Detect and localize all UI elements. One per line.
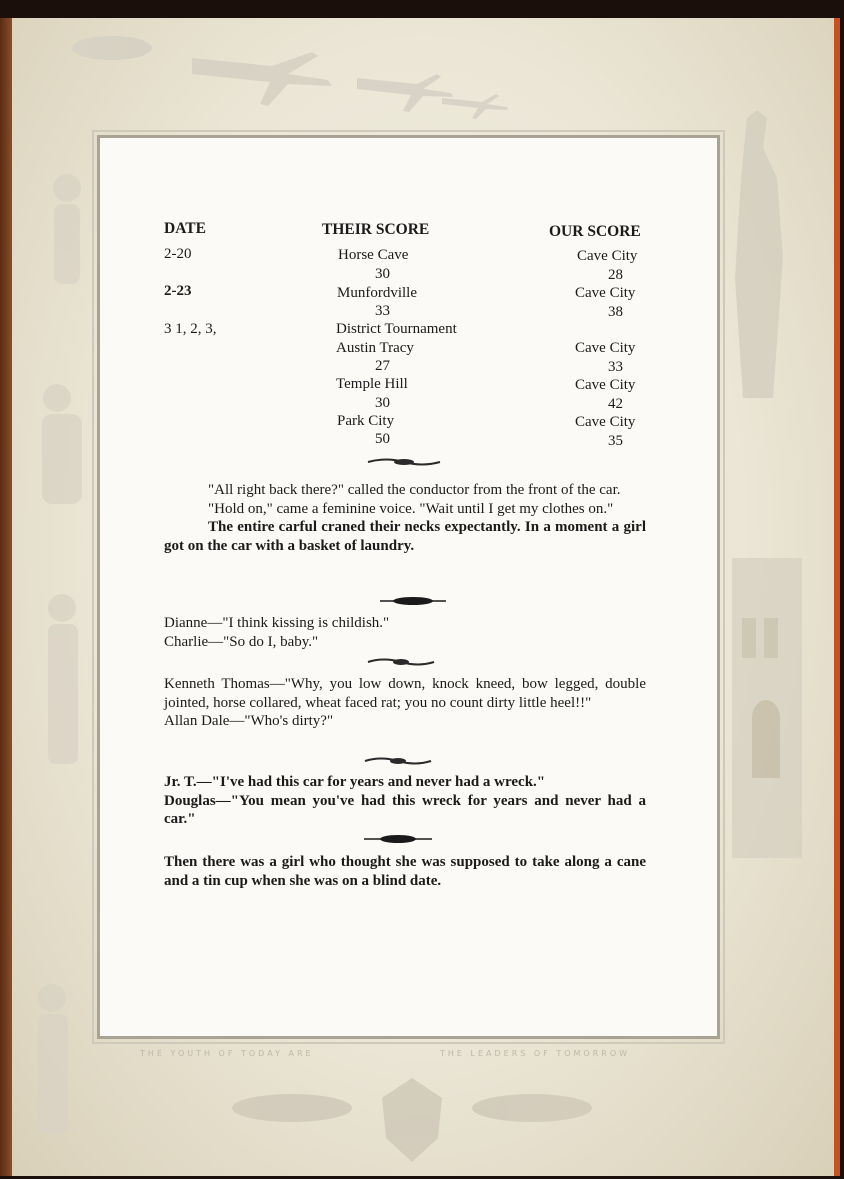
ornament-divider <box>366 457 442 467</box>
row-date: 2-20 <box>164 246 192 262</box>
airplane-icon <box>72 36 508 119</box>
row-date: 2-23 <box>164 283 192 299</box>
footer-right-text: THE LEADERS OF TOMORROW <box>440 1049 631 1058</box>
row-our-score: 33 <box>608 359 623 375</box>
footer-left-text: THE YOUTH OF TODAY ARE <box>140 1049 314 1058</box>
joke-line: Jr. T.—"I've had this car for years and never had a wreck." <box>164 774 546 790</box>
row-us: Cave City <box>575 340 636 356</box>
header-their-score: THEIR SCORE <box>322 221 430 238</box>
joke-line: Dianne—"I think kissing is childish." <box>164 615 390 631</box>
statue-icon <box>735 110 783 398</box>
figures-icon <box>38 174 82 1134</box>
row-their-score: 30 <box>375 395 390 411</box>
ornament-divider <box>362 834 434 844</box>
row-us: Cave City <box>575 414 636 430</box>
row-us: Cave City <box>575 377 636 393</box>
ornament-divider <box>366 657 436 667</box>
joke-line: Kenneth Thomas—"Why, you low down, knock kneed, bow legged, double jointed, horse collared, wheat faced rat; you no count dirty little heel!!" <box>164 676 646 711</box>
header-our-score: OUR SCORE <box>549 223 641 240</box>
row-our-score: 35 <box>608 433 623 449</box>
building-icon <box>732 558 802 858</box>
joke-paragraph: "Hold on," came a feminine voice. "Wait until I get my clothes on." <box>208 500 614 517</box>
ornament-divider <box>363 756 433 766</box>
joke-blind-date <box>164 853 646 890</box>
row-their-score: 27 <box>375 358 390 374</box>
ornament-divider <box>378 596 448 606</box>
joke-conductor <box>164 481 646 555</box>
joke-wreck <box>164 773 646 829</box>
row-opponent: Horse Cave <box>338 247 409 263</box>
row-opponent: Munfordville <box>337 285 417 301</box>
row-our-score: 28 <box>608 267 623 283</box>
joke-line: Charlie—"So do I, baby." <box>164 633 319 650</box>
joke-kissing <box>164 614 646 651</box>
row-their-score: 30 <box>375 266 390 282</box>
joke-dirty <box>164 675 646 731</box>
row-our-score: 38 <box>608 304 623 320</box>
row-us: Cave City <box>575 285 636 301</box>
row-opponent: Austin Tracy <box>336 340 414 356</box>
footer-banner <box>120 1046 720 1064</box>
joke-paragraph: The entire carful craned their necks expectantly. In a moment a girl got on the car with a basket of laundry. <box>164 519 646 554</box>
row-their-score: 33 <box>375 303 390 319</box>
row-opponent: Temple Hill <box>336 376 408 392</box>
joke-line: Allan Dale—"Who's dirty?" <box>164 713 334 729</box>
joke-line: Douglas—"You mean you've had this wreck for years and never had a car." <box>164 792 646 827</box>
row-us: Cave City <box>577 248 638 264</box>
row-event: District Tournament <box>336 321 457 337</box>
row-opponent: Park City <box>337 413 395 429</box>
row-our-score: 42 <box>608 396 623 412</box>
row-date: 3 1, 2, 3, <box>164 321 217 337</box>
joke-line: Then there was a girl who thought she was supposed to take along a cane and a tin cup when she was on a blind date. <box>164 854 646 889</box>
header-date: DATE <box>164 220 206 237</box>
content-frame <box>97 135 720 1039</box>
row-their-score: 50 <box>375 431 390 447</box>
eagle-shield-icon <box>232 1078 592 1162</box>
joke-paragraph: "All right back there?" called the conductor from the front of the car. <box>208 482 621 498</box>
